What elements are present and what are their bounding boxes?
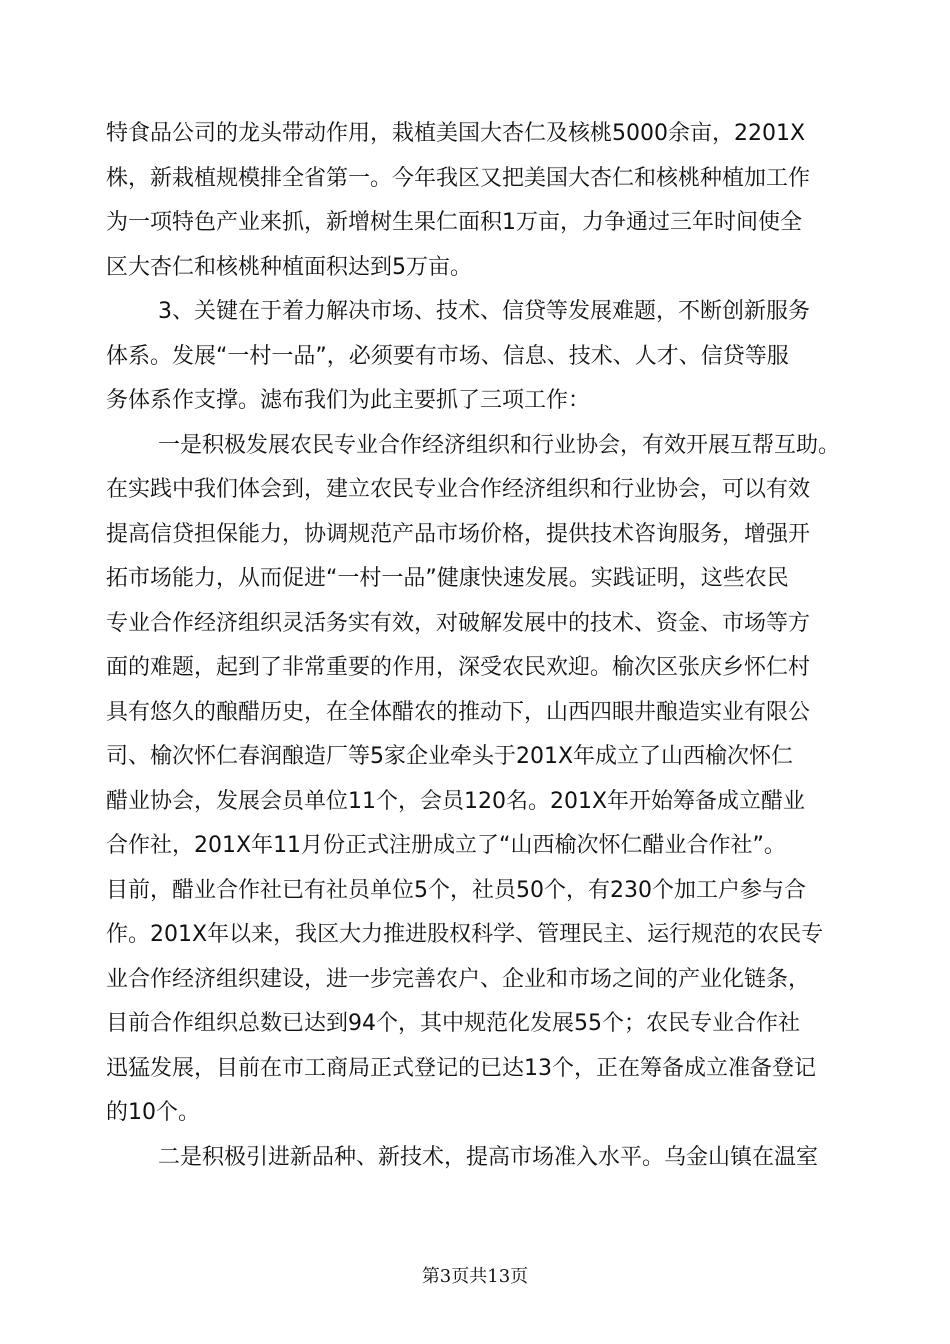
text-line: 二是积极引进新品种、新技术，提高市场准入水平。乌金山镇在温室 xyxy=(158,1144,819,1170)
text-line: 拓市场能力，从而促进“一村一品”健康快速发展。实践证明，这些农民 xyxy=(106,566,789,591)
paragraph-new-varieties xyxy=(106,1136,846,1181)
paragraph-cooperatives xyxy=(106,424,846,1136)
text-line: 特食品公司的龙头带动作用，栽植美国大杏仁及核桃5000余亩，2201X xyxy=(106,121,806,146)
text-line: 为一项特色产业来抓，新增树生果仁面积1万亩，力争通过三年时间使全 xyxy=(106,210,802,235)
text-line: 作。201X年以来，我区大力推进股权科学、管理民主、运行规范的农民专 xyxy=(106,922,824,947)
text-line: 业合作经济组织建设，进一步完善农户、企业和市场之间的产业化链条， xyxy=(106,966,811,992)
body-text xyxy=(106,112,846,1180)
text-line: 目前，醋业合作社已有社员单位5个，社员50个，有230个加工户参与合 xyxy=(106,877,806,903)
text-line: 醋业协会，发展会员单位11个，会员120名。201X年开始筹备成立醋业 xyxy=(106,788,806,814)
paragraph-key-challenges xyxy=(106,290,846,424)
text-line: 在实践中我们体会到，建立农民专业合作经济组织和行业协会，可以有效 xyxy=(106,477,811,502)
paragraph-almond-walnut xyxy=(106,112,846,290)
text-line: 的10个。 xyxy=(106,1100,200,1125)
text-line: 面的难题，起到了非常重要的作用，深受农民欢迎。榆次区张庆乡怀仁村 xyxy=(106,655,811,680)
text-line: 迅猛发展，目前在市工商局正式登记的已达13个，正在筹备成立准备登记 xyxy=(106,1055,816,1081)
text-line: 目前合作组织总数已达到94个，其中规范化发展55个；农民专业合作社 xyxy=(106,1011,800,1036)
text-line: 具有悠久的酿醋历史，在全体醋农的推动下，山西四眼井酿造实业有限公 xyxy=(106,699,811,725)
text-line: 一是积极发展农民专业合作经济组织和行业协会，有效开展互帮互助。 xyxy=(158,432,841,458)
page-number-footer: 第3页共13页 xyxy=(421,1266,529,1287)
text-line: 司、榆次怀仁春润酿造厂等5家企业牵头于201X年成立了山西榆次怀仁 xyxy=(106,744,794,769)
text-line: 专业合作经济组织灵活务实有效，对破解发展中的技术、资金、市场等方 xyxy=(106,610,811,636)
text-line: 合作社，201X年11月份正式注册成立了“山西榆次怀仁醋业合作社”。 xyxy=(106,833,786,858)
text-line: 提高信贷担保能力，协调规范产品市场价格，提供技术咨询服务，增强开 xyxy=(106,521,811,547)
text-line: 体系。发展“一村一品”，必须要有市场、信息、技术、人才、信贷等服 xyxy=(106,343,789,369)
text-line: 株，新栽植规模排全省第一。今年我区又把美国大杏仁和核桃种植加工作 xyxy=(106,165,811,191)
text-line: 区大杏仁和核桃种植面积达到5万亩。 xyxy=(106,254,472,280)
text-line: 3、关键在于着力解决市场、技术、信贷等发展难题，不断创新服务 xyxy=(158,299,810,324)
text-line: 务体系作支撑。滤布我们为此主要抓了三项工作： xyxy=(106,388,591,413)
